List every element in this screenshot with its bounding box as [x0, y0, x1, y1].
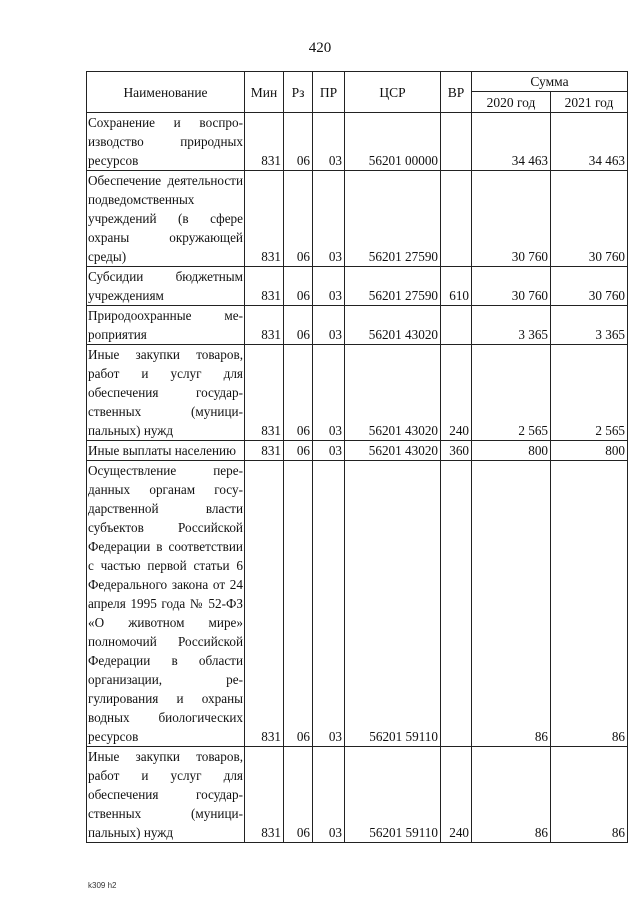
table-row	[87, 747, 628, 843]
table-row	[87, 441, 628, 461]
table-row	[87, 113, 628, 171]
cell-sum-2021: 86	[551, 461, 628, 747]
cell-rz: 06	[284, 461, 313, 747]
table-row	[87, 461, 628, 747]
cell-sum-2020: 30 760	[472, 171, 551, 267]
cell-csr: 56201 43020	[345, 306, 441, 345]
cell-vr: 360	[441, 441, 472, 461]
table-row	[87, 171, 628, 267]
cell-sum-2020: 2 565	[472, 345, 551, 441]
cell-pr: 03	[313, 171, 345, 267]
cell-vr: 240	[441, 345, 472, 441]
cell-vr	[441, 461, 472, 747]
cell-min: 831	[245, 267, 284, 306]
cell-rz: 06	[284, 267, 313, 306]
col-header-year-2021: 2021 год	[551, 92, 628, 113]
col-header-csr: ЦСР	[345, 72, 441, 113]
cell-sum-2021: 30 760	[551, 267, 628, 306]
cell-sum-2020: 86	[472, 461, 551, 747]
cell-rz: 06	[284, 306, 313, 345]
cell-name: Иные закупки товаров, работ и услуг для обеспечения государственных (муниципальных) нужд	[87, 747, 245, 843]
cell-min: 831	[245, 306, 284, 345]
cell-sum-2021: 30 760	[551, 171, 628, 267]
cell-sum-2021: 34 463	[551, 113, 628, 171]
cell-name: Иные закупки товаров, работ и услуг для обеспечения государственных (муниципальных) нужд	[87, 345, 245, 441]
col-header-min: Мин	[245, 72, 284, 113]
col-header-name: Наименование	[87, 72, 245, 113]
cell-vr: 610	[441, 267, 472, 306]
cell-name: Сохранение и воспроизводство природных ресурсов	[87, 113, 245, 171]
cell-sum-2021: 86	[551, 747, 628, 843]
cell-min: 831	[245, 171, 284, 267]
cell-csr: 56201 43020	[345, 345, 441, 441]
col-header-pr: ПР	[313, 72, 345, 113]
cell-sum-2020: 30 760	[472, 267, 551, 306]
budget-table	[86, 71, 628, 843]
cell-vr	[441, 113, 472, 171]
cell-csr: 56201 00000	[345, 113, 441, 171]
cell-csr: 56201 59110	[345, 461, 441, 747]
cell-vr: 240	[441, 747, 472, 843]
cell-pr: 03	[313, 267, 345, 306]
table-row	[87, 345, 628, 441]
cell-pr: 03	[313, 113, 345, 171]
cell-pr: 03	[313, 306, 345, 345]
cell-min: 831	[245, 441, 284, 461]
col-header-rz: Рз	[284, 72, 313, 113]
table-row	[87, 267, 628, 306]
page-number: 420	[308, 40, 332, 56]
col-header-sum: Сумма	[472, 72, 628, 92]
footer-code: k309 h2	[88, 881, 117, 890]
cell-rz: 06	[284, 113, 313, 171]
col-header-vr: ВР	[441, 72, 472, 113]
cell-rz: 06	[284, 345, 313, 441]
table-body	[87, 113, 628, 843]
cell-min: 831	[245, 345, 284, 441]
cell-sum-2020: 34 463	[472, 113, 551, 171]
cell-rz: 06	[284, 171, 313, 267]
cell-min: 831	[245, 113, 284, 171]
cell-name: Осуществление переданных органам государственной власти субъектов Российской Федерации в соответствии с частью первой статьи 6 Федерального закона от 24 апреля 1995 года № 52-ФЗ «О животном мире» полномочий Российской Федерации в области организации, регулирования и охраны водных биологических ресурсов	[87, 461, 245, 747]
cell-sum-2020: 800	[472, 441, 551, 461]
cell-vr	[441, 171, 472, 267]
cell-name: Иные выплаты населению	[87, 441, 245, 461]
cell-rz: 06	[284, 747, 313, 843]
cell-sum-2021: 2 565	[551, 345, 628, 441]
cell-csr: 56201 59110	[345, 747, 441, 843]
table-header	[87, 72, 628, 113]
cell-pr: 03	[313, 461, 345, 747]
cell-name: Обеспечение деятельности подведомственных учреждений (в сфере охраны окружающей среды)	[87, 171, 245, 267]
cell-pr: 03	[313, 345, 345, 441]
cell-min: 831	[245, 747, 284, 843]
cell-sum-2021: 3 365	[551, 306, 628, 345]
cell-csr: 56201 27590	[345, 171, 441, 267]
cell-sum-2020: 3 365	[472, 306, 551, 345]
cell-pr: 03	[313, 747, 345, 843]
cell-sum-2021: 800	[551, 441, 628, 461]
cell-rz: 06	[284, 441, 313, 461]
cell-vr	[441, 306, 472, 345]
cell-csr: 56201 27590	[345, 267, 441, 306]
cell-min: 831	[245, 461, 284, 747]
cell-pr: 03	[313, 441, 345, 461]
cell-csr: 56201 43020	[345, 441, 441, 461]
col-header-year-2020: 2020 год	[472, 92, 551, 113]
table-row	[87, 306, 628, 345]
cell-name: Субсидии бюджетным учреждениям	[87, 267, 245, 306]
cell-name: Природоохранные мероприятия	[87, 306, 245, 345]
cell-sum-2020: 86	[472, 747, 551, 843]
